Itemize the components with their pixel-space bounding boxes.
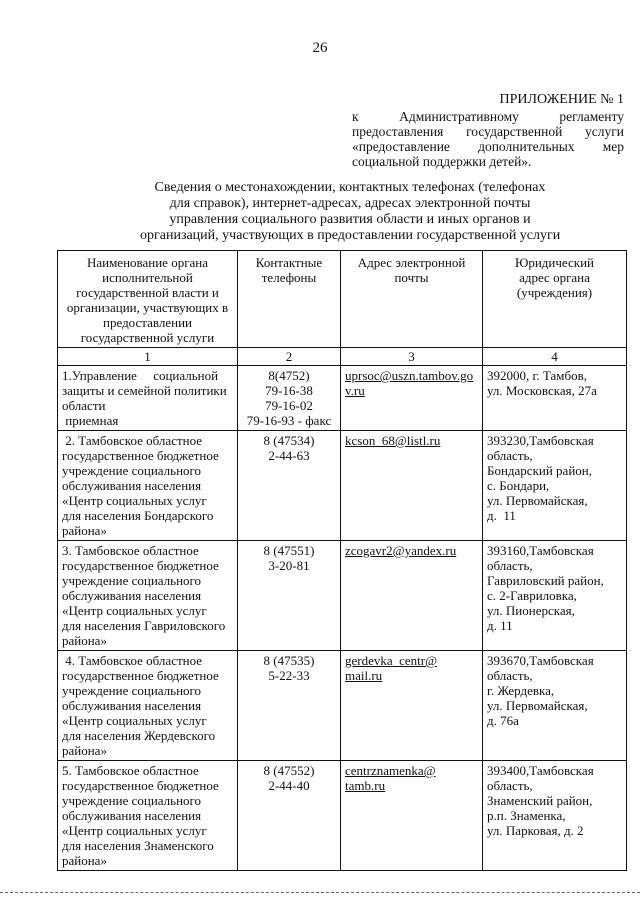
cell-line: область, [487, 668, 533, 683]
cell-line: Бондарский район, [487, 463, 592, 478]
cell-line: 2-44-40 [268, 778, 310, 793]
header-line: телефоны [261, 270, 317, 285]
cell-line: 3-20-81 [268, 558, 310, 573]
appendix-line [352, 139, 624, 154]
appendix-line [352, 124, 624, 139]
appendix-word: предоставления [352, 124, 444, 139]
cell-organization-name [58, 541, 238, 651]
appendix-line [352, 109, 624, 124]
cell-line: 2. Тамбовское областное [62, 433, 203, 448]
table-row [58, 431, 627, 541]
email-link[interactable]: v.ru [345, 383, 365, 398]
cell-line: 3. Тамбовское областное [62, 543, 199, 558]
cell-line: для населения Бондарского [62, 508, 214, 523]
appendix-word: государственной [466, 124, 563, 139]
cell-line: учреждение социального [62, 573, 202, 588]
cell-legal-address [483, 431, 627, 541]
cell-phones [238, 431, 341, 541]
cell-line: для населения Знаменского [62, 838, 214, 853]
cell-line: д. 76а [487, 713, 519, 728]
table-row [58, 761, 627, 871]
cell-line: «Центр социальных услуг [62, 713, 207, 728]
cell-line: 8(4752) [268, 368, 310, 383]
heading-line: организаций, участвующих в предоставлении государственной услуги [140, 228, 561, 243]
cell-line: 393160,Тамбовская [487, 543, 594, 558]
table-row [58, 541, 627, 651]
column-number: 2 [238, 348, 341, 366]
cell-line: области [62, 398, 106, 413]
email-link[interactable]: kcson_68@listl.ru [345, 433, 441, 448]
cell-organization-name [58, 761, 238, 871]
cell-line: 393230,Тамбовская [487, 433, 594, 448]
appendix-line: социальной поддержки детей». [352, 154, 532, 169]
appendix-word: к [352, 109, 359, 124]
cell-line: ул. Парковая, д. 2 [487, 823, 584, 838]
cell-line: учреждение социального [62, 683, 202, 698]
header-organization-name [58, 251, 238, 348]
cell-line: обслуживания населения [62, 698, 202, 713]
cell-line: ул. Московская, 27а [487, 383, 597, 398]
email-link[interactable]: uprsoc@uszn.tambov.go [345, 368, 474, 383]
header-line: адрес органа [519, 270, 590, 285]
cell-line: 8 (47552) [263, 763, 315, 778]
cell-line: с. Бондари, [487, 478, 550, 493]
cell-phones [238, 651, 341, 761]
appendix-title: ПРИЛОЖЕНИЕ № 1 [499, 92, 624, 107]
header-phones [238, 251, 341, 348]
cell-email [341, 431, 483, 541]
email-link[interactable]: tamb.ru [345, 778, 386, 793]
appendix-word: Административному [399, 109, 519, 124]
cell-line: обслуживания населения [62, 808, 202, 823]
cell-line: 79-16-93 - факс [246, 413, 332, 428]
cell-line: с. 2-Гавриловка, [487, 588, 577, 603]
cell-line: государственное бюджетное [62, 668, 219, 683]
cell-line: 8 (47534) [263, 433, 315, 448]
cell-line: 5-22-33 [268, 668, 310, 683]
header-line: (учреждения) [516, 285, 593, 300]
cell-line: 392000, г. Тамбов, [487, 368, 587, 383]
cell-line: 2-44-63 [268, 448, 310, 463]
cell-line: для населения Гавриловского [62, 618, 226, 633]
cell-line: «Центр социальных услуг [62, 493, 207, 508]
header-line: Контактные [255, 255, 323, 270]
column-number: 1 [58, 348, 238, 366]
cell-line: «Центр социальных услуг [62, 823, 207, 838]
cell-line: 8 (47535) [263, 653, 315, 668]
header-email [341, 251, 483, 348]
cell-line: защиты и семейной политики [62, 383, 227, 398]
document-heading [140, 180, 560, 244]
table-header-row [58, 251, 627, 348]
organizations-table [57, 250, 627, 871]
cell-organization-name [58, 431, 238, 541]
cell-line: область, [487, 448, 533, 463]
appendix-word: регламенту [559, 109, 624, 124]
header-legal-address [483, 251, 627, 348]
column-number: 3 [341, 348, 483, 366]
table-row [58, 651, 627, 761]
cell-line: учреждение социального [62, 463, 202, 478]
cell-line: ул. Первомайская, [487, 698, 588, 713]
cell-line: 393400,Тамбовская [487, 763, 594, 778]
cell-line: государственное бюджетное [62, 778, 219, 793]
cell-line: область, [487, 778, 533, 793]
cell-legal-address [483, 366, 627, 431]
appendix-word: дополнительных [478, 139, 575, 154]
cell-organization-name [58, 651, 238, 761]
cell-email [341, 541, 483, 651]
email-link[interactable]: zcogavr2@yandex.ru [345, 543, 457, 558]
cell-phones [238, 366, 341, 431]
header-line: государственной власти и [76, 285, 219, 300]
cell-line: района» [62, 523, 107, 538]
cell-line: 4. Тамбовское областное [62, 653, 203, 668]
heading-line: для справок), интернет-адресах, адресах электронной почты [169, 196, 531, 211]
cell-line: р.п. Знаменка, [487, 808, 566, 823]
header-line: Наименование органа [86, 255, 209, 270]
cell-line: ул. Пионерская, [487, 603, 575, 618]
header-line: почты [394, 270, 429, 285]
cell-line: г. Жердевка, [487, 683, 555, 698]
cell-line: 393670,Тамбовская [487, 653, 594, 668]
header-line: организации, участвующих в [66, 300, 229, 315]
cell-line: государственное бюджетное [62, 448, 219, 463]
cell-legal-address [483, 541, 627, 651]
cell-phones [238, 761, 341, 871]
cell-line: района» [62, 743, 107, 758]
cell-line: 8 (47551) [263, 543, 315, 558]
cell-line: «Центр социальных услуг [62, 603, 207, 618]
cell-legal-address [483, 761, 627, 871]
cell-line: района» [62, 853, 107, 868]
cell-organization-name [58, 366, 238, 431]
heading-line: Сведения о местонахождении, контактных телефонах (телефонах [154, 180, 546, 195]
cell-line: обслуживания населения [62, 588, 202, 603]
column-number-row [58, 348, 627, 366]
cell-line: учреждение социального [62, 793, 202, 808]
cell-line: приемная [62, 413, 119, 428]
header-line: Адрес электронной [357, 255, 466, 270]
appendix-word: мер [602, 139, 624, 154]
cell-line: для населения Жердевского [62, 728, 216, 743]
header-line: Юридический [514, 255, 595, 270]
appendix-word: услуги [584, 124, 624, 139]
cell-line: д. 11 [487, 508, 516, 523]
cell-line: 1.Управление социальной [62, 368, 219, 383]
header-line: исполнительной [102, 270, 193, 285]
cell-phones [238, 541, 341, 651]
page-bottom-divider [0, 892, 640, 893]
cell-email [341, 366, 483, 431]
cell-email [341, 651, 483, 761]
cell-line: 79-16-02 [265, 398, 313, 413]
header-line: предоставлении [103, 315, 192, 330]
cell-line: государственное бюджетное [62, 558, 219, 573]
cell-line: Знаменский район, [487, 793, 593, 808]
cell-line: область, [487, 558, 533, 573]
header-line: государственной услуги [80, 330, 215, 345]
cell-line: обслуживания населения [62, 478, 202, 493]
cell-line: 79-16-38 [265, 383, 313, 398]
table-row [58, 366, 627, 431]
cell-line: ул. Первомайская, [487, 493, 588, 508]
cell-line: района» [62, 633, 107, 648]
cell-line: 5. Тамбовское областное [62, 763, 199, 778]
heading-line: управления социального развития области и иных органов и [169, 212, 531, 227]
appendix-block [352, 92, 624, 169]
email-link[interactable]: gerdevka_centr@ [345, 653, 438, 668]
appendix-word: «предоставление [352, 139, 450, 154]
page-number: 26 [312, 40, 328, 56]
email-link[interactable]: centrznamenka@ [345, 763, 436, 778]
cell-line: д. 11 [487, 618, 513, 633]
cell-legal-address [483, 651, 627, 761]
column-number: 4 [483, 348, 627, 366]
cell-email [341, 761, 483, 871]
cell-line: Гавриловский район, [487, 573, 604, 588]
email-link[interactable]: mail.ru [345, 668, 383, 683]
